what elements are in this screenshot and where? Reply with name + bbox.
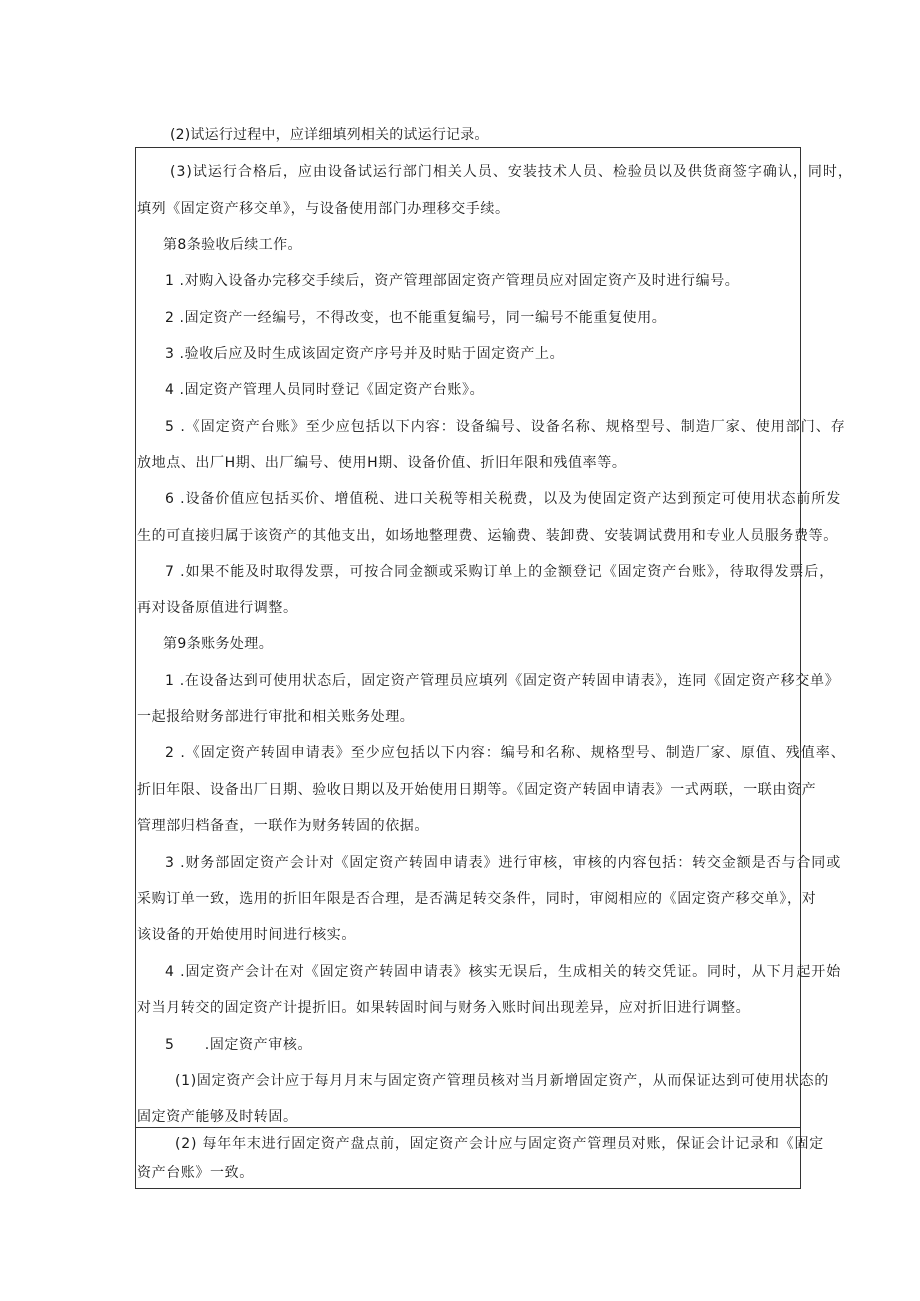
text-line: 第8条验收后续工作。 — [163, 237, 302, 253]
text-line: 采购订单一致，选用的折旧年限是否合理，是否满足转交条件，同时，审阅相应的《固定资产移交单》，对 — [137, 891, 817, 907]
text-line: 6 .设备价值应包括买价、增值税、进口关税等相关税费，以及为使固定资产达到预定可使用状态前所发 — [165, 491, 842, 507]
text-line: 管理部归档备查，一联作为财务转固的依据。 — [137, 818, 429, 834]
text-line: 7 .如果不能及时取得发票，可按合同金额或采购订单上的金额登记《固定资产台账》，待取得发票后， — [165, 564, 835, 580]
text-line: 3 .验收后应及时生成该固定资产序号并及时贴于固定资产上。 — [165, 346, 565, 362]
text-line: 生的可直接归属于该资产的其他支出，如场地整理费、运输费、装卸费、安装调试费用和专业人员服务费等。 — [137, 528, 838, 544]
text-line: 1 .在设备达到可使用状态后，固定资产管理员应填列《固定资产转固申请表》，连同《固定资产移交单》 — [165, 673, 840, 689]
text-line: (3)试运行合格后，应由设备试运行部门相关人员、安装技术人员、检验员以及供货商签字确认，同时， — [170, 164, 853, 180]
text-line: 固定资产能够及时转固。 — [137, 1109, 298, 1125]
text-line: 折旧年限、设备出厂日期、验收日期以及开始使用日期等。《固定资产转固申请表》一式两联，一联由资产 — [137, 782, 817, 798]
text-line: 资产台账》一致。 — [137, 1165, 254, 1181]
text-line: (2) 每年年末进行固定资产盘点前，固定资产会计应与固定资产管理员对账，保证会计记录和《固定 — [175, 1136, 825, 1152]
text-line: 放地点、出厂H期、出厂编号、使用H期、设备价值、折旧年限和残值率等。 — [137, 455, 627, 471]
text-line: 5 .《固定资产台账》至少应包括以下内容：设备编号、设备名称、规格型号、制造厂家、使用部门、存 — [165, 419, 846, 435]
text-line: 1 .对购入设备办完移交手续后，资产管理部固定资产管理员应对固定资产及时进行编号。 — [165, 273, 740, 289]
text-line: 再对设备原值进行调整。 — [137, 600, 298, 616]
text-line: 填列《固定资产移交单》，与设备使用部门办理移交手续。 — [137, 201, 510, 217]
text-line: (2)试运行过程中，应详细填列相关的试运行记录。 — [170, 127, 489, 143]
text-line: 第9条账务处理。 — [163, 636, 274, 652]
text-line: 4 .固定资产管理人员同时登记《固定资产台账》。 — [165, 382, 485, 398]
text-line: 2 .固定资产一经编号，不得改变，也不能重复编号，同一编号不能重复使用。 — [165, 310, 667, 326]
text-line: (1)固定资产会计应于每月月末与固定资产管理员核对当月新增固定资产，从而保证达到可使用状态的 — [175, 1073, 830, 1089]
text-line: 该设备的开始使用时间进行核实。 — [137, 927, 356, 943]
text-line: 4 .固定资产会计在对《固定资产转固申请表》核实无误后，生成相关的转交凭证。同时，从下月起开始 — [165, 964, 842, 980]
text-line: 5 .固定资产审核。 — [165, 1037, 313, 1053]
text-line: 对当月转交的固定资产计提折旧。如果转固时间与财务入账时间出现差异，应对折旧进行调整。 — [137, 1000, 751, 1016]
text-line: 2 .《固定资产转固申请表》至少应包括以下内容：编号和名称、规格型号、制造厂家、原值、残值率、 — [165, 745, 846, 761]
text-line: 3 .财务部固定资产会计对《固定资产转固申请表》进行审核，审核的内容包括：转交金额是否与合同或 — [165, 855, 842, 871]
text-line: 一起报给财务部进行审批和相关账务处理。 — [137, 709, 415, 725]
